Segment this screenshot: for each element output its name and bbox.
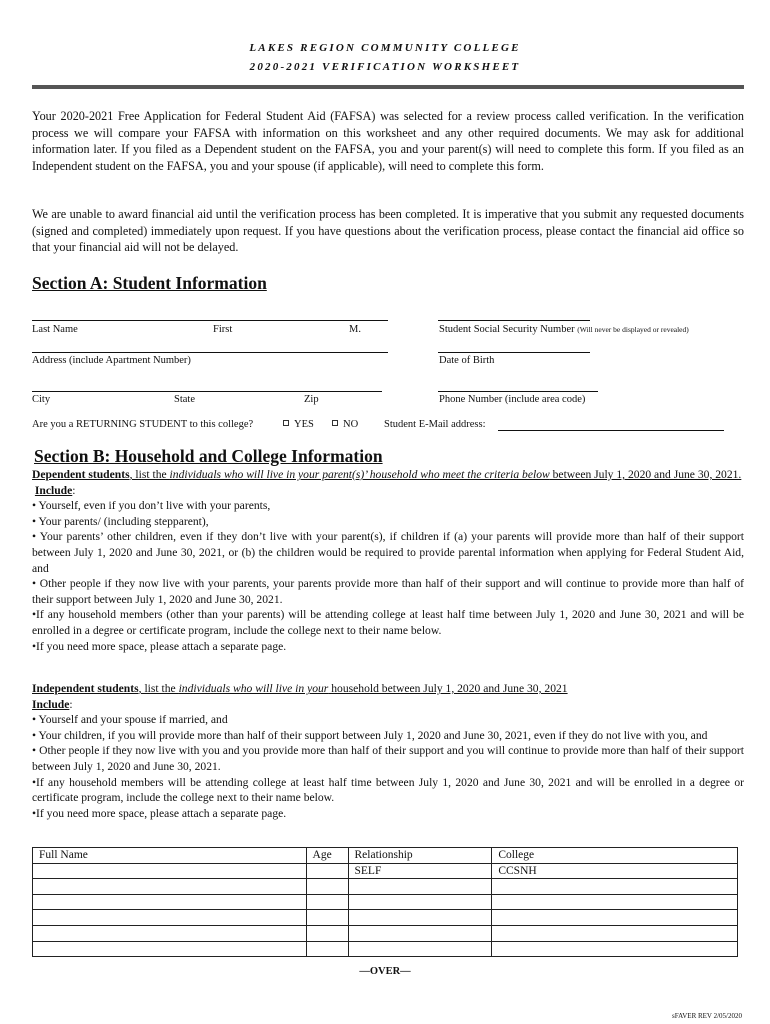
- intro-paragraph-2: We are unable to award financial aid until the verification process has been completed. It is imperative that you submit any requested documents (signed and completed) immediately upon request. If you have questions about the verification process, please contact the financial aid office so that your financial aid will not be delayed.: [32, 207, 744, 254]
- independent-item: •If any household members will be attending college at least half time between July 1, 2020 and June 30, 2021 and will be enrolled in a degree or certificate program, include the college next to their name below.: [32, 775, 744, 805]
- independent-include: [32, 697, 744, 713]
- table-row: [33, 863, 738, 879]
- relationship-cell[interactable]: [348, 879, 492, 895]
- college-cell[interactable]: [492, 894, 738, 910]
- independent-mid-text: , list the: [138, 682, 179, 695]
- dependent-item: •If you need more space, please attach a separate page.: [32, 639, 287, 653]
- header-full-name: Full Name: [33, 848, 307, 864]
- table-row: [33, 941, 738, 957]
- relationship-cell[interactable]: SELF: [348, 863, 492, 879]
- yes-label: YES: [294, 419, 314, 430]
- worksheet-title: 2020-2021 VERIFICATION WORKSHEET: [249, 61, 521, 73]
- yes-option[interactable]: [283, 419, 314, 430]
- phone-label: Phone Number (include area code): [439, 394, 586, 405]
- name-cell[interactable]: [33, 879, 307, 895]
- independent-item: •If you need more space, please attach a separate page.: [32, 806, 287, 820]
- section-b-title: Section B: Household and College Information: [34, 446, 383, 466]
- independent-criteria-text: individuals who will live in your: [178, 682, 329, 695]
- first-name-label: First: [213, 324, 233, 335]
- name-cell[interactable]: [33, 863, 307, 879]
- table-header-row: [33, 848, 738, 864]
- state-label: State: [174, 394, 195, 405]
- relationship-cell[interactable]: [348, 910, 492, 926]
- independent-students-block: [32, 681, 744, 821]
- email-field-line[interactable]: [498, 430, 724, 431]
- relationship-cell[interactable]: [348, 941, 492, 957]
- last-name-label: Last Name: [32, 324, 78, 335]
- dependent-item: • Your parents’ other children, even if they don’t live with your parent(s), if children if (a) your parents will provide more than half of their support between July 1, 2020 and June 30, 2021, or (b) the children would be required to provide parental information when applying for Federal Student Aid, and: [32, 530, 744, 575]
- dependent-include-label: Include: [34, 483, 73, 497]
- ssn-note: (Will never be displayed or revealed): [577, 325, 689, 334]
- independent-intro: [32, 681, 744, 697]
- dependent-mid-text: , list the: [129, 468, 170, 481]
- dependent-heading: Dependent students: [32, 468, 130, 481]
- table-row: [33, 879, 738, 895]
- dob-field-line[interactable]: [438, 352, 590, 353]
- header-relationship: Relationship: [348, 848, 492, 864]
- email-label: Student E-Mail address:: [384, 419, 486, 430]
- returning-student-question: Are you a RETURNING STUDENT to this college?: [32, 419, 254, 430]
- age-cell[interactable]: [306, 894, 348, 910]
- age-cell[interactable]: [306, 879, 348, 895]
- dependent-criteria-text: individuals who will live in your parent(s)’ household who meet the criteria below: [169, 468, 550, 481]
- city-state-zip-line[interactable]: [32, 391, 382, 392]
- independent-include-colon: :: [69, 697, 73, 711]
- section-a-title: Section A: Student Information: [32, 273, 267, 293]
- college-cell[interactable]: CCSNH: [492, 863, 738, 879]
- independent-item: • Other people if they now live with you and you provide more than half of their support and you will continue to provide more than half of their support between July 1, 2020 and June 30, 2021.: [32, 744, 744, 773]
- ssn-field-line[interactable]: [438, 320, 590, 321]
- independent-item: • Your children, if you will provide more than half of their support between July 1, 2020 and June 30, 2021, even if they do not live with you, and: [32, 728, 708, 742]
- middle-initial-label: M.: [349, 324, 361, 335]
- college-cell[interactable]: [492, 925, 738, 941]
- college-cell[interactable]: [492, 941, 738, 957]
- address-field-line[interactable]: [32, 352, 388, 353]
- dependent-include: [32, 483, 744, 499]
- phone-field-line[interactable]: [438, 391, 598, 392]
- dependent-item: • Yourself, even if you don’t live with your parents,: [32, 499, 271, 513]
- no-checkbox[interactable]: [332, 420, 338, 426]
- independent-date-text: household between July 1, 2020 and June 30, 2021: [328, 682, 568, 695]
- name-field-line[interactable]: [32, 320, 388, 321]
- age-cell[interactable]: [306, 941, 348, 957]
- college-title: LAKES REGION COMMUNITY COLLEGE: [249, 42, 521, 54]
- table-row: [33, 910, 738, 926]
- dependent-date-text: between July 1, 2020 and June 30, 2021.: [549, 468, 742, 481]
- address-label: Address (include Apartment Number): [32, 355, 191, 366]
- ssn-label-text: Student Social Security Number: [439, 324, 575, 335]
- ssn-label: [439, 324, 689, 335]
- independent-item: • Yourself and your spouse if married, and: [32, 713, 228, 727]
- relationship-cell[interactable]: [348, 894, 492, 910]
- dob-label: Date of Birth: [439, 355, 495, 366]
- yes-checkbox[interactable]: [283, 420, 289, 426]
- independent-heading: Independent students: [32, 682, 139, 695]
- name-cell[interactable]: [33, 941, 307, 957]
- name-cell[interactable]: [33, 925, 307, 941]
- dependent-students-block: [32, 467, 744, 654]
- dependent-item: • Other people if they now live with your parents, your parents provide more than half of their support and will continue to provide more than half of their support between July 1, 2020 and June 30, 2021.: [32, 577, 744, 606]
- intro-paragraph-1: Your 2020-2021 Free Application for Federal Student Aid (FAFSA) was selected for a review process called verification. In the verification process we will compare your FAFSA with information on this worksheet and any other required documents. We may ask for additional information later. If you filed as a Dependent student on the FAFSA, you and your parent(s) will need to complete this form. If you filed as an Independent student on the FAFSA, you and your spouse (if applicable), will need to complete this form.: [32, 109, 744, 173]
- dependent-intro-underlined: [32, 468, 741, 481]
- revision-note: sFAVER REV 2/05/2020: [671, 1012, 742, 1020]
- dependent-include-colon: :: [72, 483, 76, 497]
- header-age: Age: [306, 848, 348, 864]
- age-cell[interactable]: [306, 925, 348, 941]
- no-label: NO: [343, 419, 359, 430]
- table-row: [33, 894, 738, 910]
- dependent-item: •If any household members (other than your parents) will be attending college at least half time between July 1, 2020 and June 30, 2021 and will be enrolled in a degree or certificate program, include the college next to their name below.: [32, 608, 744, 637]
- table-row: [33, 925, 738, 941]
- over-marker: —OVER—: [359, 966, 411, 977]
- name-cell[interactable]: [33, 910, 307, 926]
- age-cell[interactable]: [306, 863, 348, 879]
- no-option[interactable]: [332, 419, 358, 430]
- relationship-cell[interactable]: [348, 925, 492, 941]
- independent-intro-underlined: [32, 682, 568, 695]
- college-cell[interactable]: [492, 879, 738, 895]
- dependent-item: • Your parents/ (including stepparent),: [32, 514, 209, 528]
- zip-label: Zip: [304, 394, 319, 405]
- independent-include-label: Include: [32, 697, 70, 711]
- age-cell[interactable]: [306, 910, 348, 926]
- college-cell[interactable]: [492, 910, 738, 926]
- dependent-intro: [32, 467, 744, 483]
- header-rule: [32, 85, 744, 89]
- header-college: College: [492, 848, 738, 864]
- city-label: City: [32, 394, 51, 405]
- name-cell[interactable]: [33, 894, 307, 910]
- household-table: [32, 847, 738, 957]
